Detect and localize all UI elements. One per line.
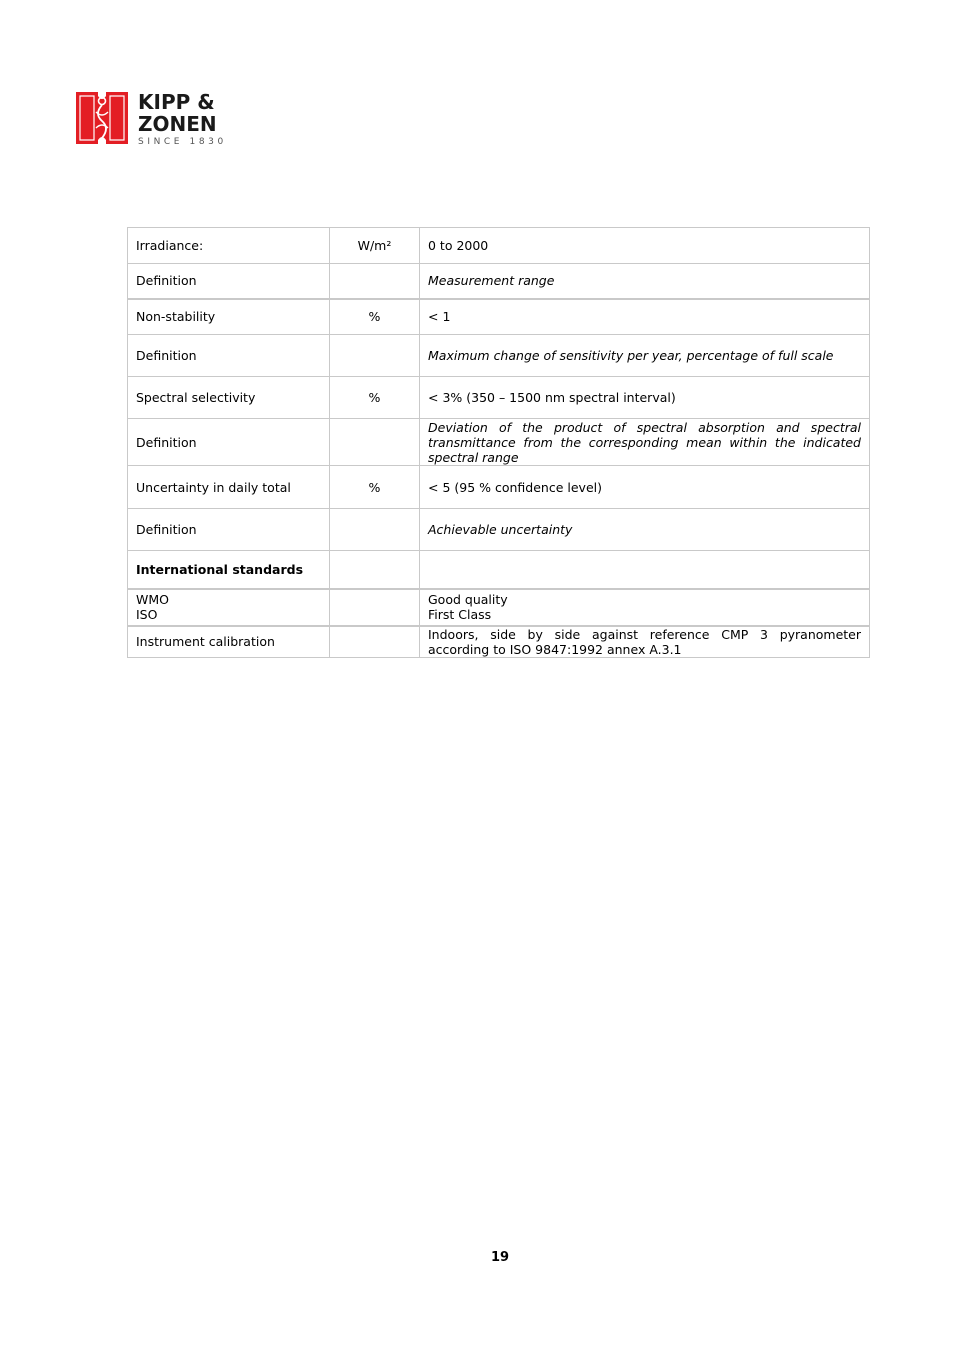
table-row [128,299,870,335]
param-line-iso: ISO [136,607,158,622]
unit-cell: % [330,377,420,419]
table-row [128,335,870,377]
param-cell: Instrument calibration [128,626,330,658]
svg-text:KIPP &: KIPP & [138,90,215,114]
kipp-zonen-emblem-icon [74,88,264,148]
unit-cell [330,419,420,466]
value-cell: < 5 (95 % confidence level) [420,466,870,509]
table-row [128,466,870,509]
specifications-table [127,227,870,658]
unit-cell: % [330,299,420,335]
unit-cell: W/m² [330,228,420,264]
definition-cell: Deviation of the product of spectral absorption and spectral transmittance from the corresponding mean within the indicated spectral range [420,419,870,466]
value-cell: < 1 [420,299,870,335]
table-row [128,626,870,658]
param-cell: Uncertainty in daily total [128,466,330,509]
definition-cell: Achievable uncertainty [420,509,870,551]
svg-text:SINCE 1830: SINCE 1830 [138,137,227,147]
param-cell: Irradiance: [128,228,330,264]
param-cell: Non-stability [128,299,330,335]
param-cell [128,589,330,626]
page-number: 19 [490,1250,510,1265]
section-heading-cell: International standards [128,551,330,589]
unit-cell [330,626,420,658]
unit-cell [330,509,420,551]
value-cell: < 3% (350 – 1500 nm spectral interval) [420,377,870,419]
definition-cell: Maximum change of sensitivity per year, percentage of full scale [420,335,870,377]
unit-cell [330,551,420,589]
table-row [128,509,870,551]
definition-cell: Measurement range [420,264,870,299]
value-line-wmo: Good quality [428,592,508,607]
table-row [128,589,870,626]
param-cell: Definition [128,419,330,466]
table-row [128,551,870,589]
company-logo [74,88,264,148]
value-line-iso: First Class [428,607,492,622]
param-cell: Definition [128,509,330,551]
value-cell: 0 to 2000 [420,228,870,264]
param-cell: Definition [128,264,330,299]
table-row [128,228,870,264]
value-cell: Indoors, side by side against reference CMP 3 pyranometer according to ISO 9847:1992 annex A.3.1 [420,626,870,658]
svg-text:ZONEN: ZONEN [138,112,217,136]
param-cell: Definition [128,335,330,377]
table-row [128,377,870,419]
unit-cell [330,335,420,377]
param-cell: Spectral selectivity [128,377,330,419]
value-cell [420,551,870,589]
table-row [128,264,870,299]
unit-cell: % [330,466,420,509]
unit-cell [330,264,420,299]
value-cell [420,589,870,626]
unit-cell [330,589,420,626]
param-line-wmo: WMO [136,592,169,607]
table-row [128,419,870,466]
